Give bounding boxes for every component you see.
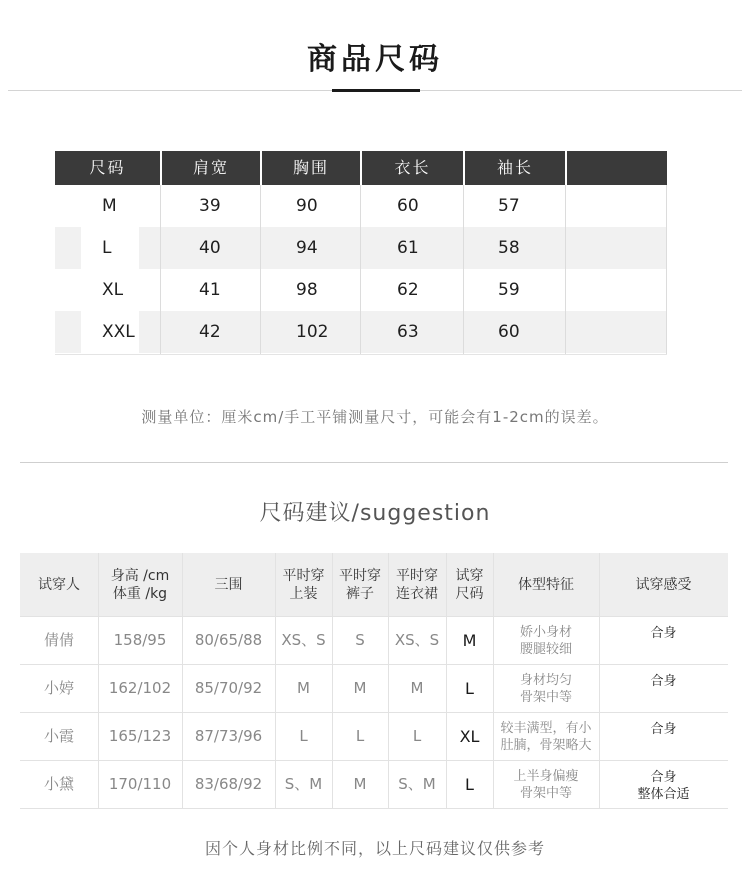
table-row <box>20 713 728 760</box>
footer-note: 因个人身材比例不同，以上尺码建议仅供参考 <box>204 839 545 858</box>
measurements: 85/70/92 <box>194 679 263 697</box>
measurements: 83/68/92 <box>194 775 263 793</box>
header-usual-top: 平时穿 上装 <box>282 567 325 602</box>
header-tester: 试穿人 <box>38 576 80 593</box>
header-shoulder: 肩宽 <box>192 158 229 177</box>
usual-top: XS、S <box>281 631 326 649</box>
table-row <box>55 227 667 269</box>
value-cell: 59 <box>498 280 520 300</box>
header-fit-feel: 试穿感受 <box>635 576 692 593</box>
tester-name: 倩倩 <box>43 631 74 649</box>
size-cell: L <box>102 238 112 258</box>
try-size: L <box>465 679 474 698</box>
value-cell: 42 <box>199 322 221 342</box>
size-chart-table <box>55 151 667 355</box>
tester-name: 小霞 <box>43 727 74 745</box>
fit-feel: 合身 <box>650 722 677 737</box>
measurements: 80/65/88 <box>194 631 263 649</box>
usual-pants: L <box>355 727 365 745</box>
header-usual-pants: 平时穿 裤子 <box>339 567 381 602</box>
header-size: 尺码 <box>89 158 126 177</box>
value-cell: 90 <box>296 196 318 216</box>
suggestion-table <box>20 553 728 809</box>
height-weight: 170/110 <box>108 775 172 793</box>
body-type: 较丰满型，有小 肚腩，骨架略大 <box>500 720 592 753</box>
value-cell: 62 <box>397 280 419 300</box>
measurement-note: 测量单位：厘米cm/手工平铺测量尺寸，可能会有1-2cm的误差。 <box>141 408 609 426</box>
value-cell: 63 <box>397 322 419 342</box>
value-cell: 98 <box>296 280 318 300</box>
usual-dress: L <box>412 727 422 745</box>
usual-top: L <box>299 727 308 745</box>
fit-feel: 合身 <box>650 626 677 641</box>
body-type: 上半身偏瘦 骨架中等 <box>513 768 579 801</box>
value-cell: 57 <box>498 196 520 216</box>
suggestion-header <box>20 553 728 616</box>
header-sleeve: 袖长 <box>496 158 533 177</box>
table-row <box>20 761 728 808</box>
usual-pants: M <box>353 775 367 793</box>
value-cell: 102 <box>296 322 329 342</box>
fit-feel: 合身 整体合适 <box>637 770 690 802</box>
value-cell: 94 <box>296 238 318 258</box>
value-cell: 40 <box>199 238 221 258</box>
try-size: XL <box>459 727 480 746</box>
usual-pants: M <box>353 679 367 697</box>
size-cell: XXL <box>102 322 135 342</box>
size-cell: M <box>102 196 117 216</box>
height-weight: 158/95 <box>113 631 167 649</box>
value-cell: 58 <box>498 238 520 258</box>
header-empty <box>567 151 667 185</box>
height-weight: 165/123 <box>108 727 172 745</box>
body-type: 身材均匀 骨架中等 <box>519 672 572 705</box>
tester-name: 小黛 <box>43 775 74 793</box>
header-usual-dress: 平时穿 连衣裙 <box>396 567 438 602</box>
tester-name: 小婷 <box>43 679 74 697</box>
usual-dress: S、M <box>398 775 436 793</box>
title-accent-bar <box>332 89 420 92</box>
table-row <box>55 185 667 227</box>
section-divider <box>20 462 728 463</box>
fit-feel: 合身 <box>650 674 677 689</box>
size-chart-header <box>55 151 667 185</box>
value-cell: 60 <box>498 322 520 342</box>
usual-top: M <box>297 679 310 697</box>
header-chest: 胸围 <box>292 158 329 177</box>
size-cell: XL <box>102 280 124 300</box>
usual-dress: XS、S <box>394 631 440 649</box>
suggestion-title: 尺码建议/suggestion <box>259 501 491 526</box>
page-title: 商品尺码 <box>307 42 443 77</box>
body-type: 娇小身材 腰腿较细 <box>519 624 572 657</box>
value-cell: 61 <box>397 238 419 258</box>
usual-dress: M <box>410 679 424 697</box>
header-length: 衣长 <box>394 158 431 177</box>
usual-top: S、M <box>284 775 323 793</box>
height-weight: 162/102 <box>108 679 172 697</box>
table-row <box>55 269 667 311</box>
value-cell: 41 <box>199 280 221 300</box>
measurements: 87/73/96 <box>194 727 263 745</box>
header-try-size: 试穿 尺码 <box>455 567 484 602</box>
value-cell: 60 <box>397 196 419 216</box>
table-row <box>55 311 667 353</box>
try-size: M <box>462 631 477 650</box>
header-measurements: 三围 <box>214 576 243 593</box>
usual-pants: S <box>355 631 365 649</box>
value-cell: 39 <box>199 196 221 216</box>
header-height-weight: 身高 /cm 体重 /kg <box>110 567 170 602</box>
table-row <box>20 617 728 664</box>
try-size: L <box>465 775 474 794</box>
header-body-type: 体型特征 <box>518 576 574 593</box>
table-row <box>20 665 728 712</box>
